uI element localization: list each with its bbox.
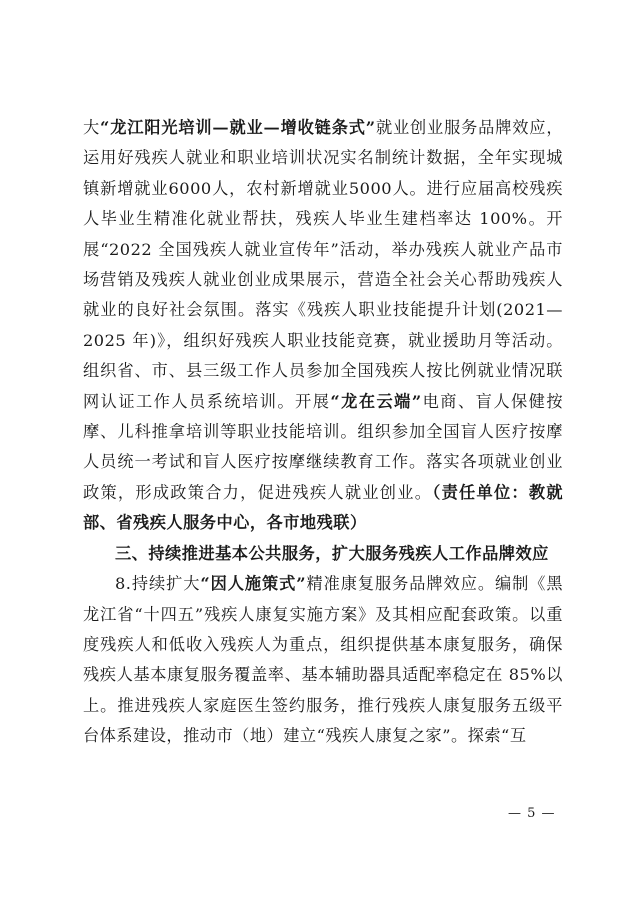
brand-name-targeted-policy: “因人施策式” (200, 574, 307, 594)
brand-name-dragon-cloud: “龙在云端” (330, 391, 422, 411)
paragraph-body: 精准康复服务品牌效应。编制《黑龙江省“十四五”残疾人康复实施方案》及其相应配套政策。以重度残疾人和低收入残疾人为重点，组织提供基本康复服务，确保残疾人基本康复服务覆盖率、基本辅助器具适配率稳定在 85%以上。推进残疾人家庭医生签约服务，推行残疾人康复服务五级平台体系建设，推动市（地）建立“残疾人康复之家”。探索“互 (83, 574, 564, 746)
paragraph-start: 大 (83, 118, 101, 137)
page-number: — 5 — (508, 806, 556, 821)
brand-name-longjiang-sunshine: “龙江阳光培训—就业—增收链条式” (100, 118, 376, 137)
item-number-label: 8.持续扩大 (115, 574, 201, 594)
paragraph-rehabilitation-services (83, 569, 563, 751)
responsible-units: （责任单位：教就部、省残疾人服务中心，各市地残联） (83, 482, 564, 533)
section-heading-three: 三、持续推进基本公共服务，扩大服务残疾人工作品牌效应 (115, 543, 549, 563)
paragraph-body-continued: 电商、盲人保健按摩、儿科推拿培训等职业技能培训。组织参加全国盲人医疗按摩人员统一考试和盲人医疗按摩继续教育工作。落实各项就业创业政策，形成政策合力，促进残疾人就业创业。 (83, 391, 564, 502)
body-text (83, 113, 563, 752)
paragraph-body: 就业创业服务品牌效应，运用好残疾人就业和职业培训状况实名制统计数据，全年实现城镇新增就业6000人，农村新增就业5000人。进行应届高校残疾人毕业生精准化就业帮扶，残疾人毕业生建档率达 100%。开展“2022 全国残疾人就业宣传年”活动，举办残疾人就业产品市场营销及残疾人就业创业成果展示，营造全社会关心帮助残疾人就业的良好社会氛围。落实《残疾人职业技能提升计划(2021—2025 年)》，组织好残疾人职业技能竞赛，就业援助月等活动。组织省、市、县三级工作人员参加全国残疾人按比例就业情况联网认证工作人员系统培训。开展 (83, 118, 564, 411)
paragraph-employment-services (83, 113, 563, 539)
